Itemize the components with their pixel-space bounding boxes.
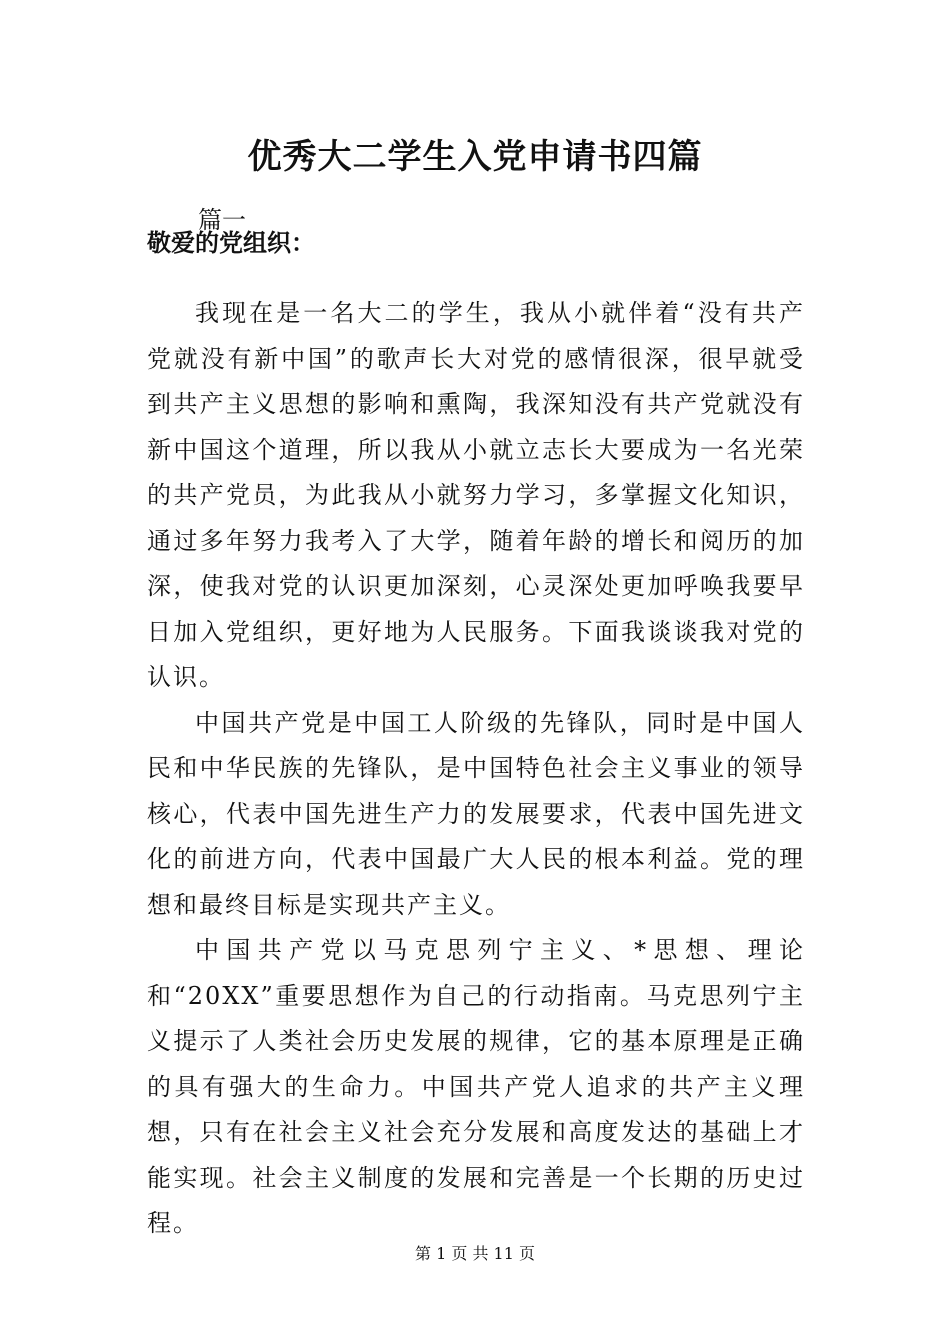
- paragraph: 中国共产党以马克思列宁主义、*思想、理论和“20XX”重要思想作为自己的行动指南。马克思列宁主义提示了人类社会历史发展的规律，它的基本原理是正确的具有强大的生命力。中国共产党人追求的共产主义理想，只有在社会主义社会充分发展和高度发达的基础上才能实现。社会主义制度的发展和完善是一个长期的历史过程。: [147, 936, 805, 1237]
- salutation: 敬爱的党组织：: [147, 228, 315, 257]
- document-title: 优秀大二学生入党申请书四篇: [247, 137, 703, 177]
- section-label: 篇一: [198, 206, 246, 234]
- paragraph: 我现在是一名大二的学生，我从小就伴着“没有共产党就没有新中国”的歌声长大对党的感情很深，很早就受到共产主义思想的影响和熏陶，我深知没有共产党就没有新中国这个道理，所以我从小就立志长大要成为一名光荣的共产党员，为此我从小就努力学习，多掌握文化知识，通过多年努力我考入了大学，随着年龄的增长和阅历的加深，使我对党的认识更加深刻，心灵深处更加呼唤我要早日加入党组织，更好地为人民服务。下面我谈谈我对党的认识。: [147, 299, 805, 691]
- body-text: [147, 291, 805, 1247]
- page-footer: 第 1 页 共 11 页: [415, 1244, 535, 1263]
- paragraph: 中国共产党是中国工人阶级的先锋队，同时是中国人民和中华民族的先锋队，是中国特色社会主义事业的领导核心，代表中国先进生产力的发展要求，代表中国先进文化的前进方向，代表中国最广大人民的根本利益。党的理想和最终目标是实现共产主义。: [147, 708, 805, 919]
